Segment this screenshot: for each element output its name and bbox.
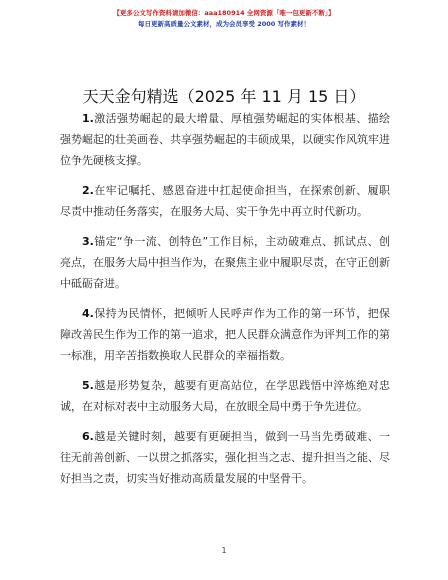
- paragraph-text: 锚定“争一流、创特色”工作目标，主动破难点、抓试点、创亮点，在服务大局中担当作为，在聚焦主业中履职尽责，在守正创新中砥砺奋进。: [60, 235, 390, 290]
- paragraph-3: [60, 231, 390, 294]
- paragraph-5: [60, 375, 390, 417]
- paragraph-number: 4.: [82, 307, 94, 320]
- banner-line-promo: 【更多公文写作资料请加微信：aaa180914 全网资源「唯一包更新不断」】: [113, 9, 335, 17]
- page-number: 1: [221, 546, 227, 555]
- paragraph-text: 越是形势复杂，越要有更高站位，在学思践悟中淬炼绝对忠诚，在对标对表中主动服务大局，在放眼全局中勇于争先进位。: [60, 379, 390, 413]
- paragraph-number: 3.: [82, 235, 94, 248]
- paragraph-text: 越是关键时刻，越要有更硬担当，做到一马当先勇破难、一往无前善创新、一以贯之抓落实，强化担当之志、提升担当之能、尽好担当之责，切实当好推动高质量发展的中坚骨干。: [60, 430, 390, 485]
- paragraph-1: [60, 108, 390, 171]
- header-banner: [0, 8, 448, 30]
- paragraph-text: 激活强势崛起的最大增量、厚植强势崛起的实体根基、描绘强势崛起的壮美画卷、共享强势崛起的丰硕成果，以硬实作风筑牢进位争先硬核支撑。: [60, 112, 390, 167]
- banner-line-membership: 每日更新高质量公文素材，成为会员享受 2000 写作素材！: [137, 20, 311, 28]
- paragraph-number: 5.: [82, 379, 94, 392]
- paragraph-6: [60, 426, 390, 489]
- document-title: 天天金句精选（2025 年 11 月 15 日）: [82, 87, 366, 106]
- paragraph-number: 2.: [82, 184, 94, 197]
- document-body: [60, 108, 390, 498]
- paragraph-text: 在牢记嘱托、感恩奋进中扛起使命担当，在探索创新、履职尽责中推动任务落实，在服务大局、实干争先中再立时代新功。: [60, 184, 390, 218]
- paragraph-text: 保持为民情怀，把倾听人民呼声作为工作的第一环节，把保障改善民生作为工作的第一追求，把人民群众满意作为评判工作的第一标准，用辛苦指数换取人民群众的幸福指数。: [60, 307, 390, 362]
- paragraph-4: [60, 303, 390, 366]
- paragraph-2: [60, 180, 390, 222]
- paragraph-number: 1.: [82, 112, 94, 125]
- paragraph-number: 6.: [82, 430, 94, 443]
